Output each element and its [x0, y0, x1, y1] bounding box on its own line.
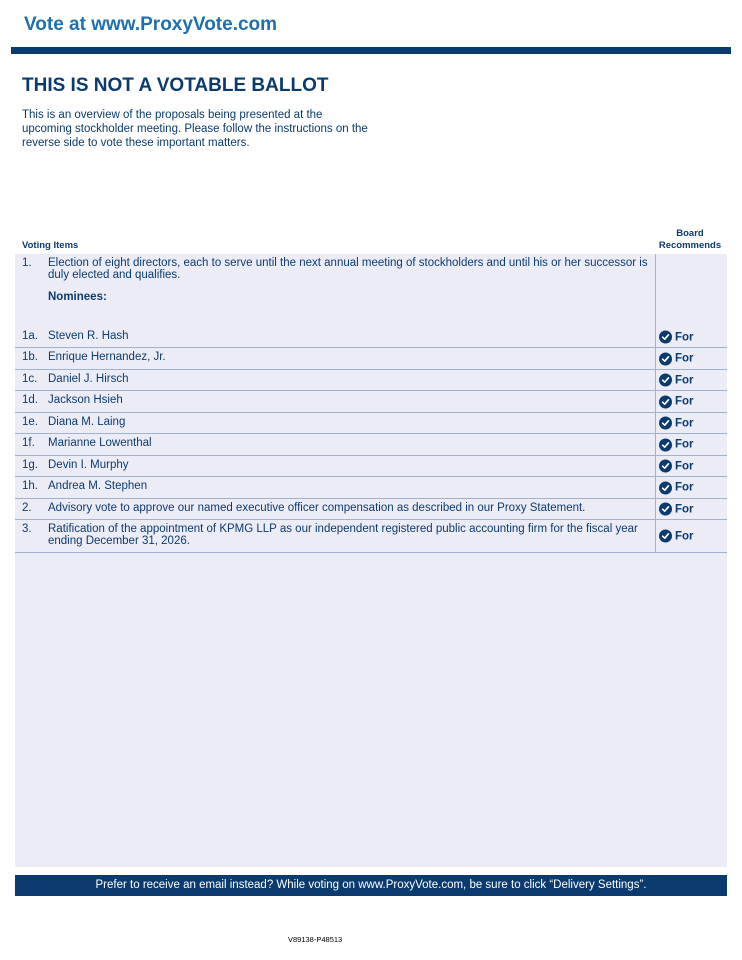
table-row — [15, 391, 727, 413]
recommendation — [659, 481, 694, 494]
recommendation-label: For — [675, 530, 694, 542]
voting-items-header: Voting Items — [22, 240, 79, 251]
check-circle-icon — [659, 481, 672, 494]
item-number: 1. — [22, 257, 32, 269]
item-text: Election of eight directors, each to serve until the next annual meeting of stockholders and until his or her successor is duly elected and qualifies. — [48, 257, 648, 281]
recommendation — [659, 417, 694, 430]
table-row — [15, 254, 727, 327]
recommendation-cell — [655, 348, 728, 369]
recommendation-cell — [655, 327, 728, 347]
recommendation-cell — [655, 477, 728, 498]
recommendation-cell — [655, 391, 728, 412]
recommendation — [659, 530, 694, 543]
recommendation — [659, 438, 694, 451]
recommendation-label: For — [675, 438, 694, 451]
item-text: Advisory vote to approve our named executive officer compensation as described in our Proxy Statement. — [48, 502, 586, 514]
table-row — [15, 327, 727, 348]
board-header-line2: Recommends — [658, 240, 722, 251]
item-text: Ratification of the appointment of KPMG LLP as our independent registered public accounting firm for the fiscal year ending December 31, 2026. — [48, 523, 638, 547]
table-row — [15, 477, 727, 499]
item-text: Jackson Hsieh — [48, 394, 123, 406]
item-number: 3. — [22, 523, 32, 535]
recommendation-cell — [655, 254, 728, 327]
item-text: Marianne Lowenthal — [48, 437, 152, 449]
proposals-table — [15, 254, 727, 553]
header-rule — [11, 47, 731, 54]
table-row — [15, 348, 727, 370]
check-circle-icon — [659, 460, 672, 473]
item-text: Diana M. Laing — [48, 416, 126, 428]
recommendation-cell — [655, 370, 728, 390]
recommendation — [659, 395, 694, 408]
board-recommends-header — [652, 228, 728, 252]
delivery-notice: Prefer to receive an email instead? While voting on www.ProxyVote.com, be sure to click “Delivery Settings”. — [15, 875, 727, 896]
item-text: Devin I. Murphy — [48, 459, 129, 471]
recommendation — [659, 331, 694, 344]
recommendation-label: For — [675, 460, 694, 472]
recommendation-label: For — [675, 417, 694, 429]
recommendation-label: For — [675, 481, 694, 494]
recommendation-label: For — [675, 374, 694, 386]
check-circle-icon — [659, 530, 672, 543]
recommendation — [659, 352, 694, 365]
table-row — [15, 456, 727, 477]
recommendation — [659, 503, 694, 516]
recommendation-label: For — [675, 503, 694, 515]
item-number: 2. — [22, 502, 32, 514]
check-circle-icon — [659, 503, 672, 516]
table-row — [15, 520, 727, 553]
item-text: Andrea M. Stephen — [48, 480, 148, 492]
item-number: 1b. — [22, 351, 38, 363]
page-title: THIS IS NOT A VOTABLE BALLOT — [22, 75, 329, 96]
item-number: 1d. — [22, 394, 38, 406]
item-text: Steven R. Hash — [48, 330, 129, 342]
recommendation-cell — [655, 434, 728, 455]
item-number: 1a. — [22, 330, 38, 342]
recommendation-cell — [655, 456, 728, 476]
nominees-label: Nominees: — [48, 291, 107, 303]
site-title[interactable]: Vote at www.ProxyVote.com — [24, 14, 278, 35]
table-row — [15, 434, 727, 456]
table-row — [15, 413, 727, 434]
check-circle-icon — [659, 395, 672, 408]
recommendation-cell — [655, 413, 728, 433]
item-number: 1e. — [22, 416, 38, 428]
recommendation-cell — [655, 499, 728, 519]
proposals-panel — [15, 254, 727, 867]
check-circle-icon — [659, 331, 672, 344]
check-circle-icon — [659, 417, 672, 430]
item-number: 1f. — [22, 437, 35, 449]
item-number: 1g. — [22, 459, 38, 471]
item-text: Daniel J. Hirsch — [48, 373, 129, 385]
item-number: 1h. — [22, 480, 38, 492]
recommendation-label: For — [675, 395, 694, 408]
board-header-line1: Board — [676, 228, 704, 239]
item-text: Enrique Hernandez, Jr. — [48, 351, 166, 363]
table-row — [15, 370, 727, 391]
check-circle-icon — [659, 374, 672, 387]
recommendation-label: For — [675, 331, 694, 343]
recommendation-label: For — [675, 352, 694, 365]
check-circle-icon — [659, 352, 672, 365]
table-row — [15, 499, 727, 520]
recommendation-cell — [655, 520, 728, 552]
document-code: V89138-P48513 — [288, 935, 343, 944]
check-circle-icon — [659, 438, 672, 451]
recommendation — [659, 460, 694, 473]
item-number: 1c. — [22, 373, 38, 385]
intro-text: This is an overview of the proposals being presented at the upcoming stockholder meeting. Please follow the instructions on the reverse side to vote these important matters. — [22, 109, 368, 149]
recommendation — [659, 374, 694, 387]
